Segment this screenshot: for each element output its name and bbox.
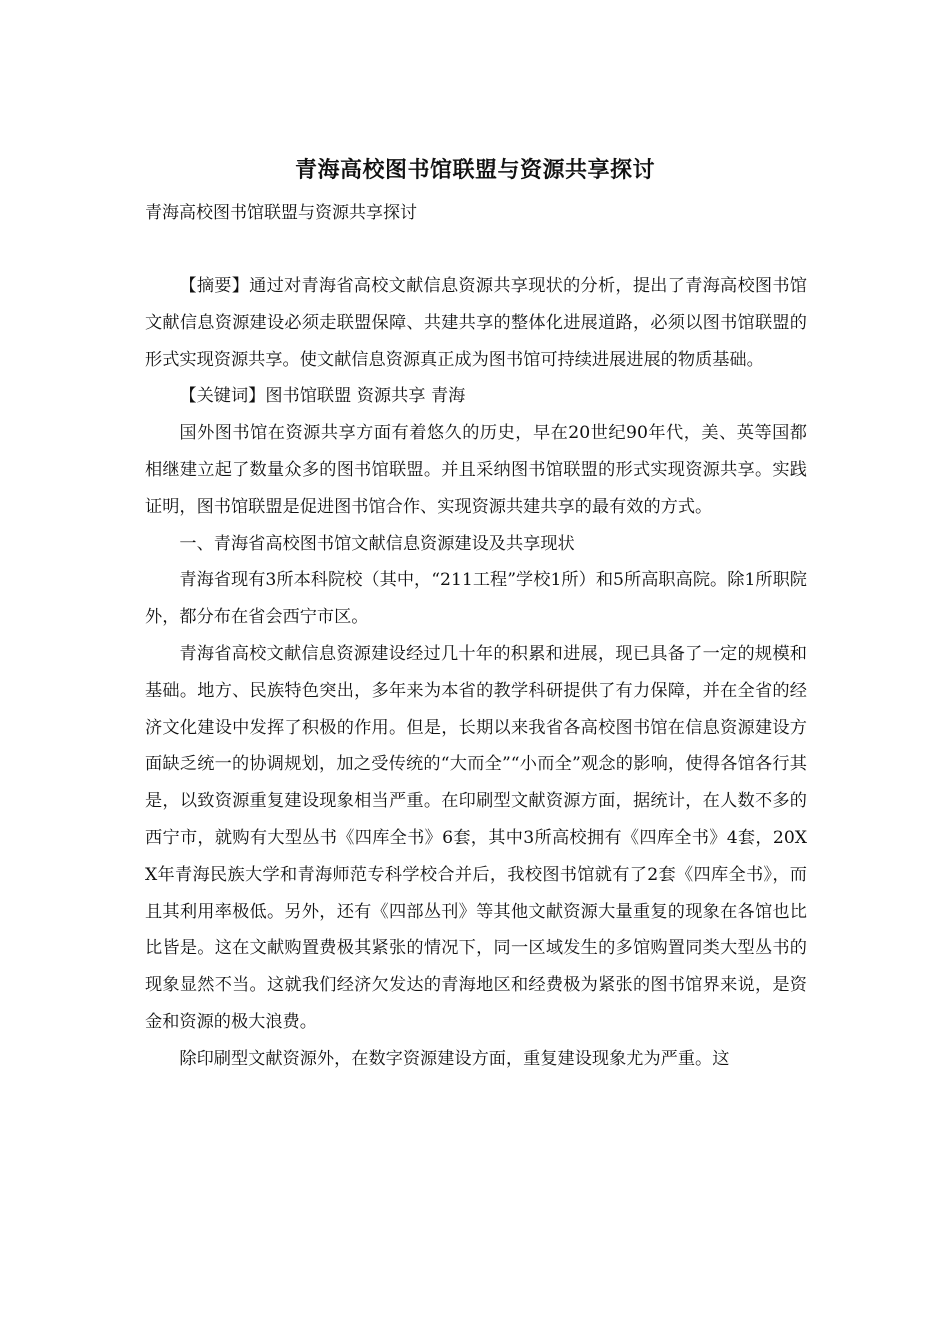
body-paragraph: 除印刷型文献资源外，在数字资源建设方面，重复建设现象尤为严重。这 xyxy=(179,1048,730,1069)
abstract-paragraph: 【摘要】通过对青海省高校文献信息资源共享现状的分析，提出了青海高校图书馆文献信息资源建设必须走联盟保障、共建共享的整体化进展道路，必须以图书馆联盟的形式实现资源共享。使文献信息资源真正成为图书馆可持续进展进展的物质基础。 xyxy=(145,276,807,370)
body-paragraph: 青海省高校文献信息资源建设经过几十年的积累和进展，现已具备了一定的规模和基础。地方、民族特色突出，多年来为本省的教学科研提供了有力保障，并在全省的经济文化建设中发挥了积极的作用。但是，长期以来我省各高校图书馆在信息资源建设方面缺乏统一的协调规划，加之受传统的“大而全”“小而全”观念的影响，使得各馆各行其是，以致资源重复建设现象相当严重。在印刷型文献资源方面，据统计，在人数不多的西宁市，就购有大型丛书《四库全书》6套，其中3所高校拥有《四库全书》4套，20XX年青海民族大学和青海师范专科学校合并后，我校图书馆就有了2套《四库全书》，而且其利用率极低。另外，还有《四部丛刊》等其他文献资源大量重复的现象在各馆也比比皆是。这在文献购置费极其紧张的情况下，同一区域发生的多馆购置同类大型丛书的现象显然不当。这就我们经济欠发达的青海地区和经费极为紧张的图书馆界来说，是资金和资源的极大浪费。 xyxy=(145,643,807,1032)
keywords-paragraph: 【关键词】图书馆联盟 资源共享 青海 xyxy=(179,386,466,407)
section-heading: 一、青海省高校图书馆文献信息资源建设及共享现状 xyxy=(179,533,575,554)
document-title: 青海高校图书馆联盟与资源共享探讨 xyxy=(294,157,655,183)
body-paragraph: 青海省现有3所本科院校（其中，“211工程”学校1所）和5所高职高院。除1所职院外，都分布在省会西宁市区。 xyxy=(145,570,807,628)
body-paragraph: 国外图书馆在资源共享方面有着悠久的历史，早在20世纪90年代，美、英等国都相继建立起了数量众多的图书馆联盟。并且采纳图书馆联盟的形式实现资源共享。实践证明，图书馆联盟是促进图书馆合作、实现资源共建共享的最有效的方式。 xyxy=(145,423,807,517)
document-body xyxy=(145,268,807,1078)
document-subtitle: 青海高校图书馆联盟与资源共享探讨 xyxy=(145,203,417,223)
